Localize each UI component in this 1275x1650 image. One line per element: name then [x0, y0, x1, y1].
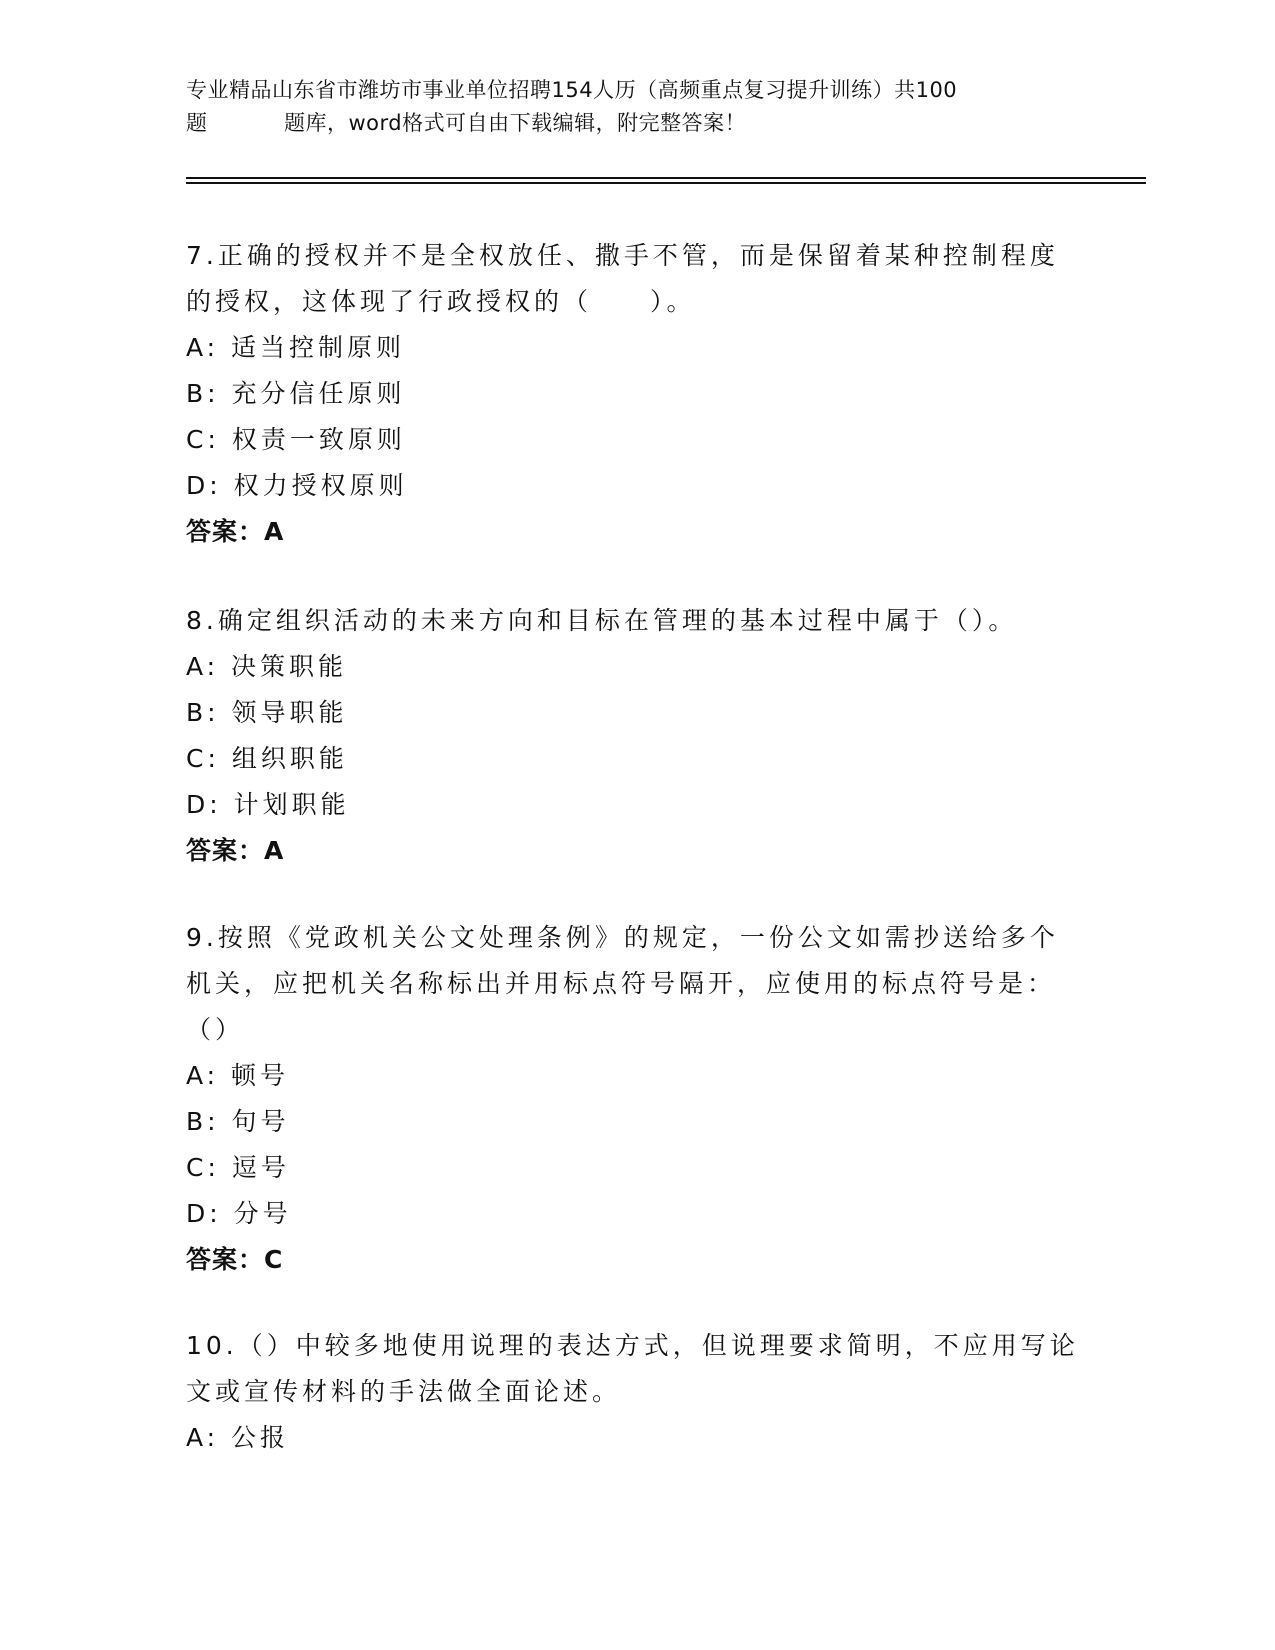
question-8: [186, 598, 1086, 874]
option-a: A: 顿号: [186, 1061, 290, 1090]
question-7: [186, 233, 1086, 555]
option-b: B: 领导职能: [186, 698, 348, 727]
option-a: A: 公报: [186, 1423, 290, 1452]
option-d: D: 分号: [186, 1199, 292, 1228]
option-a: A: 决策职能: [186, 652, 348, 681]
question-stem: [186, 915, 1086, 1053]
stem-line: 7.正确的授权并不是全权放任、撒手不管，而是保留着某种控制程度: [186, 241, 1059, 270]
question-stem: [186, 598, 1086, 644]
stem-line: 机关，应把机关名称标出并用标点符号隔开，应使用的标点符号是：: [186, 969, 1057, 998]
option-b: B: 充分信任原则: [186, 379, 406, 408]
answer: 答案：A: [186, 836, 285, 865]
stem-line: 10.（）中较多地使用说理的表达方式，但说理要求简明，不应用写论: [186, 1331, 1079, 1360]
question-stem: [186, 1323, 1086, 1415]
option-d: D: 计划职能: [186, 790, 350, 819]
question-10: [186, 1323, 1086, 1461]
header-divider-bottom: [186, 182, 1146, 184]
option-b: B: 句号: [186, 1107, 290, 1136]
stem-line: 的授权，这体现了行政授权的（ ）。: [186, 287, 696, 316]
stem-line: 8.确定组织活动的未来方向和目标在管理的基本过程中属于（）。: [186, 606, 1018, 635]
header-divider-top: [186, 177, 1146, 179]
answer: 答案：A: [186, 517, 285, 546]
header-line-2-lead: 题: [186, 111, 208, 135]
header-line-2: [186, 107, 1086, 140]
stem-line: 文或宣传材料的手法做全面论述。: [186, 1377, 622, 1406]
option-a: A: 适当控制原则: [186, 333, 406, 362]
question-9: [186, 915, 1086, 1283]
document-header: [186, 74, 1086, 140]
header-line-2-rest: 题库，word格式可自由下载编辑，附完整答案！: [284, 111, 747, 135]
header-line-1: 专业精品山东省市潍坊市事业单位招聘154人历（高频重点复习提升训练）共100: [186, 78, 958, 102]
option-c: C: 组织职能: [186, 744, 348, 773]
option-c: C: 权责一致原则: [186, 425, 406, 454]
option-d: D: 权力授权原则: [186, 471, 408, 500]
stem-line: （）: [186, 1015, 245, 1044]
option-c: C: 逗号: [186, 1153, 290, 1182]
answer: 答案：C: [186, 1245, 284, 1274]
stem-line: 9.按照《党政机关公文处理条例》的规定，一份公文如需抄送给多个: [186, 923, 1059, 952]
question-stem: [186, 233, 1086, 325]
